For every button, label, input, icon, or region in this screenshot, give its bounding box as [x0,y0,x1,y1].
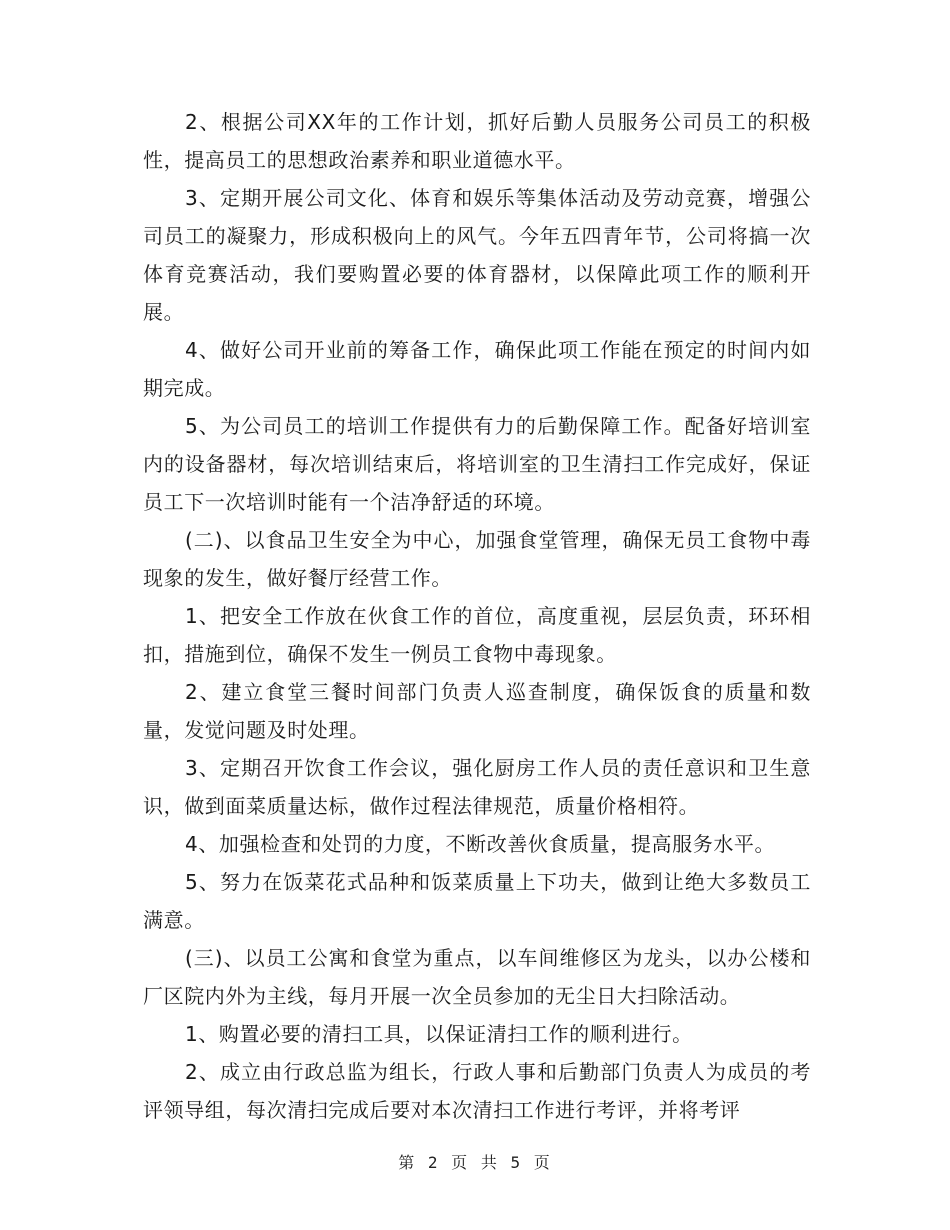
paragraph-10: 5、努力在饭菜花式品种和饭菜质量上下功夫，做到让绝大多数员工满意。 [143,870,811,932]
paragraph-3: 4、做好公司开业前的筹备工作，确保此项工作能在预定的时间内如期完成。 [143,338,811,400]
paragraph-6: 1、把安全工作放在伙食工作的首位，高度重视，层层负责，环环相扣，措施到位，确保不发生一例员工食物中毒现象。 [143,604,811,666]
paragraph-7: 2、建立食堂三餐时间部门负责人巡查制度，确保饭食的质量和数量，发觉问题及时处理。 [143,680,811,742]
paragraph-13: 2、成立由行政总监为组长，行政人事和后勤部门负责人为成员的考评领导组，每次清扫完成后要对本次清扫工作进行考评，并将考评 [143,1060,811,1122]
paragraph-2: 3、定期开展公司文化、体育和娱乐等集体活动及劳动竞赛，增强公司员工的凝聚力，形成积极向上的风气。今年五四青年节，公司将搞一次体育竞赛活动，我们要购置必要的体育器材，以保障此项工作的顺利开展。 [143,186,811,324]
paragraph-1: 2、根据公司XX年的工作计划，抓好后勤人员服务公司员工的积极性，提高员工的思想政治素养和职业道德水平。 [143,110,811,172]
section-heading-3: (三)、以员工公寓和食堂为重点，以车间维修区为龙头，以办公楼和厂区院内外为主线，每月开展一次全员参加的无尘日大扫除活动。 [143,946,811,1008]
paragraph-12: 1、购置必要的清扫工具，以保证清扫工作的顺利进行。 [185,1022,693,1046]
page-number-footer: 第 2 页 共 5 页 [398,1153,552,1172]
section-heading-2: (二)、以食品卫生安全为中心，加强食堂管理，确保无员工食物中毒现象的发生，做好餐厅经营工作。 [143,528,811,590]
paragraph-9: 4、加强检查和处罚的力度，不断改善伙食质量，提高服务水平。 [185,832,776,856]
paragraph-4: 5、为公司员工的培训工作提供有力的后勤保障工作。配备好培训室内的设备器材，每次培训结束后，将培训室的卫生清扫工作完成好，保证员工下一次培训时能有一个洁净舒适的环境。 [143,414,811,514]
paragraph-8: 3、定期召开饮食工作会议，强化厨房工作人员的责任意识和卫生意识，做到面菜质量达标，做作过程法律规范，质量价格相符。 [143,756,811,818]
document-body [143,103,811,1129]
